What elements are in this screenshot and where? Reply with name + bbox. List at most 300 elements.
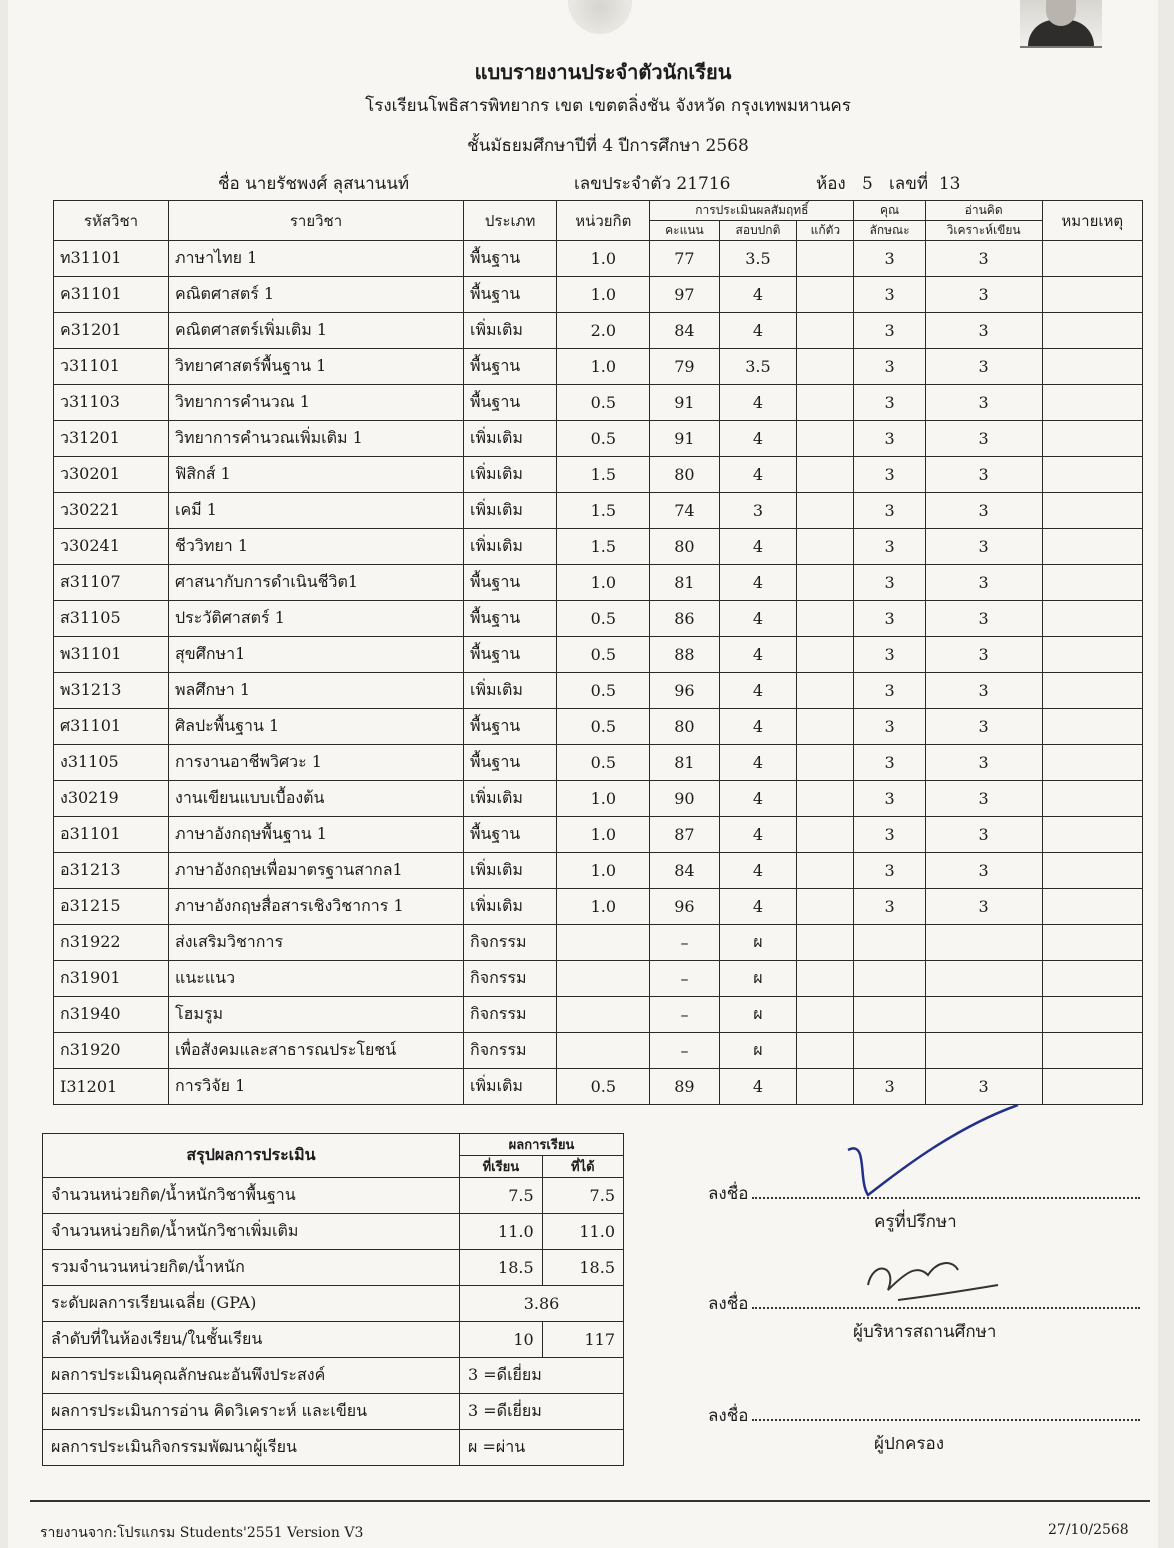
cell-note — [1042, 421, 1142, 457]
cell-trait: 3 — [854, 745, 925, 781]
summary-table — [42, 1133, 624, 1466]
cell-note — [1042, 817, 1142, 853]
table-row — [54, 385, 1143, 421]
cell-trait: 3 — [854, 601, 925, 637]
cell-score: 86 — [650, 601, 719, 637]
cell-code: อ31101 — [54, 817, 169, 853]
gpa-label: ระดับผลการเรียนเฉลี่ย (GPA) — [43, 1286, 460, 1322]
cell-score: 80 — [650, 709, 719, 745]
student-name: นายรัชพงศ์ ลุสนานนท์ — [245, 174, 410, 194]
cell-trait: 3 — [854, 457, 925, 493]
cell-retake — [797, 745, 854, 781]
cell-score: 91 — [650, 421, 719, 457]
cell-name: ศิลปะพื้นฐาน 1 — [169, 709, 464, 745]
cell-retake — [797, 565, 854, 601]
header-name: รายวิชา — [169, 201, 464, 241]
cell-read: 3 — [925, 637, 1042, 673]
cell-code: อ31213 — [54, 853, 169, 889]
cell-note — [1042, 853, 1142, 889]
cell-credit: 1.5 — [557, 493, 650, 529]
cell-trait: 3 — [854, 313, 925, 349]
cell-credit: 1.0 — [557, 565, 650, 601]
cell-trait: 3 — [854, 277, 925, 313]
cell-grade: 4 — [719, 421, 797, 457]
cell-score: 80 — [650, 529, 719, 565]
cell-grade: 4 — [719, 565, 797, 601]
summary-result-header: ผลการเรียน — [460, 1134, 624, 1156]
grades-table — [53, 200, 1143, 1105]
cell-type: พื้นฐาน — [464, 601, 557, 637]
cell-code: ค31201 — [54, 313, 169, 349]
cell-note — [1042, 529, 1142, 565]
summary-title: สรุปผลการประเมิน — [43, 1134, 460, 1178]
cell-retake — [797, 925, 854, 961]
table-row — [54, 853, 1143, 889]
cell-note — [1042, 241, 1142, 277]
cell-retake — [797, 529, 854, 565]
cell-retake — [797, 349, 854, 385]
trait-eval-label: ผลการประเมินคุณลักษณะอันพึงประสงค์ — [43, 1358, 460, 1394]
cell-read: 3 — [925, 457, 1042, 493]
cell-read: 3 — [925, 313, 1042, 349]
cell-type: เพิ่มเติม — [464, 781, 557, 817]
cell-credit: 0.5 — [557, 637, 650, 673]
cell-read: 3 — [925, 709, 1042, 745]
cell-code: พ31213 — [54, 673, 169, 709]
cell-score: 74 — [650, 493, 719, 529]
total-credit-studied: 18.5 — [460, 1250, 543, 1286]
table-row — [54, 673, 1143, 709]
table-row — [54, 493, 1143, 529]
cell-trait — [854, 997, 925, 1033]
cell-read: 3 — [925, 565, 1042, 601]
name-label: ชื่อ — [218, 174, 240, 194]
cell-credit: 0.5 — [557, 601, 650, 637]
cell-grade: 4 — [719, 709, 797, 745]
cell-type: กิจกรรม — [464, 925, 557, 961]
table-row — [54, 925, 1143, 961]
cell-name: เพื่อสังคมและสาธารณประโยชน์ — [169, 1033, 464, 1069]
cell-grade: 4 — [719, 637, 797, 673]
cell-type: กิจกรรม — [464, 961, 557, 997]
cell-code: ศ31101 — [54, 709, 169, 745]
cell-credit — [557, 961, 650, 997]
report-page — [8, 0, 1158, 1548]
cell-read: 3 — [925, 385, 1042, 421]
cell-name: ภาษาอังกฤษสื่อสารเชิงวิชาการ 1 — [169, 889, 464, 925]
cell-code: ว31201 — [54, 421, 169, 457]
cell-name: การวิจัย 1 — [169, 1069, 464, 1105]
advisor-sign-row — [708, 1180, 1140, 1207]
cell-type: พื้นฐาน — [464, 817, 557, 853]
cell-credit: 1.5 — [557, 457, 650, 493]
table-row — [54, 421, 1143, 457]
cell-code: ง30219 — [54, 781, 169, 817]
cell-credit: 1.0 — [557, 889, 650, 925]
cell-grade: 4 — [719, 1069, 797, 1105]
cell-grade: 3.5 — [719, 349, 797, 385]
cell-trait — [854, 925, 925, 961]
cell-read: 3 — [925, 349, 1042, 385]
cell-score: 88 — [650, 637, 719, 673]
header-code: รหัสวิชา — [54, 201, 169, 241]
cell-note — [1042, 961, 1142, 997]
cell-score: 87 — [650, 817, 719, 853]
cell-grade: 4 — [719, 385, 797, 421]
student-room-row — [816, 170, 961, 197]
cell-trait: 3 — [854, 853, 925, 889]
cell-type: พื้นฐาน — [464, 745, 557, 781]
cell-name: คณิตศาสตร์ 1 — [169, 277, 464, 313]
table-row — [54, 889, 1143, 925]
cell-note — [1042, 385, 1142, 421]
cell-code: พ31101 — [54, 637, 169, 673]
cell-note — [1042, 745, 1142, 781]
cell-credit: 0.5 — [557, 709, 650, 745]
cell-retake — [797, 853, 854, 889]
cell-type: พื้นฐาน — [464, 277, 557, 313]
total-credit-label: รวมจำนวนหน่วยกิต/น้ำหนัก — [43, 1250, 460, 1286]
summary-earned-header: ที่ได้ — [542, 1156, 623, 1178]
cell-grade: 4 — [719, 853, 797, 889]
cell-credit: 1.0 — [557, 817, 650, 853]
cell-trait: 3 — [854, 241, 925, 277]
cell-name: ศาสนากับการดำเนินชีวิต1 — [169, 565, 464, 601]
trait-eval-value: 3 =ดีเยี่ยม — [460, 1358, 624, 1394]
cell-retake — [797, 385, 854, 421]
cell-trait — [854, 961, 925, 997]
cell-score: 77 — [650, 241, 719, 277]
cell-name: คณิตศาสตร์เพิ่มเติม 1 — [169, 313, 464, 349]
header-trait-2: ลักษณะ — [854, 221, 925, 241]
cell-name: วิทยาการคำนวณเพิ่มเติม 1 — [169, 421, 464, 457]
cell-retake — [797, 1033, 854, 1069]
table-row — [54, 817, 1143, 853]
cell-grade: 4 — [719, 277, 797, 313]
cell-read: 3 — [925, 889, 1042, 925]
cell-code: ว31103 — [54, 385, 169, 421]
cell-type: พื้นฐาน — [464, 637, 557, 673]
grades-body — [54, 241, 1143, 1105]
number-label: เลขที่ — [888, 174, 929, 194]
header-retake: แก้ตัว — [797, 221, 854, 241]
cell-trait: 3 — [854, 673, 925, 709]
cell-read: 3 — [925, 529, 1042, 565]
cell-credit: 0.5 — [557, 745, 650, 781]
cell-code: ก31901 — [54, 961, 169, 997]
cell-trait: 3 — [854, 817, 925, 853]
cell-score: 81 — [650, 565, 719, 601]
cell-trait: 3 — [854, 529, 925, 565]
cell-code: ส31107 — [54, 565, 169, 601]
cell-note — [1042, 601, 1142, 637]
cell-grade: ผ — [719, 1033, 797, 1069]
cell-grade: 4 — [719, 601, 797, 637]
cell-name: เคมี 1 — [169, 493, 464, 529]
cell-credit — [557, 997, 650, 1033]
extra-credit-label: จำนวนหน่วยกิต/น้ำหนักวิชาเพิ่มเติม — [43, 1214, 460, 1250]
header-trait-1: คุณ — [854, 201, 925, 221]
cell-score: 79 — [650, 349, 719, 385]
cell-credit — [557, 925, 650, 961]
room-value: 5 — [861, 174, 873, 194]
cell-score: 84 — [650, 313, 719, 349]
cell-read — [925, 997, 1042, 1033]
cell-type: พื้นฐาน — [464, 709, 557, 745]
cell-credit: 1.0 — [557, 781, 650, 817]
cell-score: – — [650, 961, 719, 997]
cell-type: เพิ่มเติม — [464, 529, 557, 565]
cell-retake — [797, 637, 854, 673]
cell-grade: 4 — [719, 889, 797, 925]
cell-trait: 3 — [854, 1069, 925, 1105]
table-row — [54, 313, 1143, 349]
parent-sign-row — [708, 1402, 1140, 1429]
cell-type: เพิ่มเติม — [464, 853, 557, 889]
cell-type: เพิ่มเติม — [464, 1069, 557, 1105]
extra-credit-earned: 11.0 — [542, 1214, 623, 1250]
cell-grade: 4 — [719, 529, 797, 565]
cell-note — [1042, 673, 1142, 709]
cell-retake — [797, 493, 854, 529]
rank-label: ลำดับที่ในห้องเรียน/ในชั้นเรียน — [43, 1322, 460, 1358]
header-credit: หน่วยกิต — [557, 201, 650, 241]
cell-name: พลศึกษา 1 — [169, 673, 464, 709]
cell-grade: 3.5 — [719, 241, 797, 277]
cell-name: ภาษาอังกฤษพื้นฐาน 1 — [169, 817, 464, 853]
cell-name: การงานอาชีพวิศวะ 1 — [169, 745, 464, 781]
cell-retake — [797, 601, 854, 637]
cell-code: ว30201 — [54, 457, 169, 493]
student-id-row — [574, 170, 731, 197]
activity-eval-label: ผลการประเมินกิจกรรมพัฒนาผู้เรียน — [43, 1430, 460, 1466]
cell-name: วิทยาการคำนวณ 1 — [169, 385, 464, 421]
cell-read: 3 — [925, 817, 1042, 853]
cell-grade: 4 — [719, 781, 797, 817]
cell-type: พื้นฐาน — [464, 241, 557, 277]
cell-note — [1042, 565, 1142, 601]
basic-credit-label: จำนวนหน่วยกิต/น้ำหนักวิชาพื้นฐาน — [43, 1178, 460, 1214]
cell-name: แนะแนว — [169, 961, 464, 997]
extra-credit-studied: 11.0 — [460, 1214, 543, 1250]
cell-code: ง31105 — [54, 745, 169, 781]
cell-score: 91 — [650, 385, 719, 421]
header-grade: สอบปกติ — [719, 221, 797, 241]
cell-read: 3 — [925, 745, 1042, 781]
cell-code: ก31940 — [54, 997, 169, 1033]
cell-type: กิจกรรม — [464, 997, 557, 1033]
total-credit-earned: 18.5 — [542, 1250, 623, 1286]
cell-read: 3 — [925, 781, 1042, 817]
cell-credit: 1.5 — [557, 529, 650, 565]
table-row — [54, 349, 1143, 385]
cell-retake — [797, 781, 854, 817]
header-note: หมายเหตุ — [1042, 201, 1142, 241]
cell-trait: 3 — [854, 637, 925, 673]
cell-type: กิจกรรม — [464, 1033, 557, 1069]
cell-read: 3 — [925, 277, 1042, 313]
cell-grade: 4 — [719, 673, 797, 709]
advisor-title: ครูที่ปรึกษา — [874, 1212, 957, 1232]
school-line: โรงเรียนโพธิสารพิทยากร เขต เขตตลิ่งชัน จังหวัด กรุงเทพมหานคร — [365, 96, 851, 116]
cell-note — [1042, 313, 1142, 349]
cell-name: สุขศึกษา1 — [169, 637, 464, 673]
cell-note — [1042, 1069, 1142, 1105]
cell-trait: 3 — [854, 889, 925, 925]
cell-note — [1042, 493, 1142, 529]
cell-code: ท31101 — [54, 241, 169, 277]
cell-score: – — [650, 925, 719, 961]
cell-read — [925, 1033, 1042, 1069]
cell-name: ประวัติศาสตร์ 1 — [169, 601, 464, 637]
cell-note — [1042, 277, 1142, 313]
cell-trait: 3 — [854, 781, 925, 817]
cell-note — [1042, 1033, 1142, 1069]
cell-note — [1042, 457, 1142, 493]
cell-score: 80 — [650, 457, 719, 493]
cell-credit: 0.5 — [557, 385, 650, 421]
cell-grade: ผ — [719, 997, 797, 1033]
table-row — [54, 1033, 1143, 1069]
cell-trait: 3 — [854, 709, 925, 745]
footer-date: 27/10/2568 — [1048, 1522, 1129, 1538]
cell-name: ส่งเสริมวิชาการ — [169, 925, 464, 961]
cell-retake — [797, 997, 854, 1033]
table-row — [54, 961, 1143, 997]
table-row — [54, 637, 1143, 673]
cell-code: ว30241 — [54, 529, 169, 565]
cell-name: ฟิสิกส์ 1 — [169, 457, 464, 493]
director-sign-row — [708, 1290, 1140, 1317]
cell-type: เพิ่มเติม — [464, 673, 557, 709]
cell-trait — [854, 1033, 925, 1069]
cell-read: 3 — [925, 241, 1042, 277]
header-assessment: การประเมินผลสัมฤทธิ์ — [650, 201, 854, 221]
cell-grade: 3 — [719, 493, 797, 529]
cell-trait: 3 — [854, 565, 925, 601]
cell-score: – — [650, 997, 719, 1033]
summary-studied-header: ที่เรียน — [460, 1156, 543, 1178]
cell-type: พื้นฐาน — [464, 565, 557, 601]
school-seal-icon — [568, 0, 632, 34]
cell-retake — [797, 313, 854, 349]
report-title: แบบรายงานประจำตัวนักเรียน — [474, 60, 732, 84]
cell-read: 3 — [925, 673, 1042, 709]
table-row — [54, 781, 1143, 817]
cell-grade: 4 — [719, 745, 797, 781]
cell-credit: 2.0 — [557, 313, 650, 349]
cell-read: 3 — [925, 1069, 1042, 1105]
cell-type: พื้นฐาน — [464, 349, 557, 385]
header-read-2: วิเคราะห์เขียน — [925, 221, 1042, 241]
cell-type: เพิ่มเติม — [464, 457, 557, 493]
cell-credit: 0.5 — [557, 673, 650, 709]
cell-name: ชีววิทยา 1 — [169, 529, 464, 565]
cell-grade: ผ — [719, 961, 797, 997]
cell-credit: 1.0 — [557, 853, 650, 889]
id-label: เลขประจำตัว — [574, 174, 671, 194]
cell-type: เพิ่มเติม — [464, 889, 557, 925]
cell-code: ว30221 — [54, 493, 169, 529]
director-title: ผู้บริหารสถานศึกษา — [853, 1322, 997, 1342]
student-photo — [1020, 0, 1102, 48]
cell-grade: 4 — [719, 313, 797, 349]
cell-score: 96 — [650, 673, 719, 709]
cell-score: 84 — [650, 853, 719, 889]
activity-eval-value: ผ =ผ่าน — [460, 1430, 624, 1466]
student-id: 21716 — [676, 174, 731, 194]
number-value: 13 — [938, 174, 961, 194]
cell-read: 3 — [925, 853, 1042, 889]
cell-retake — [797, 709, 854, 745]
table-row — [54, 241, 1143, 277]
cell-name: ภาษาอังกฤษเพื่อมาตรฐานสากล1 — [169, 853, 464, 889]
room-label: ห้อง — [816, 174, 846, 194]
cell-type: เพิ่มเติม — [464, 313, 557, 349]
cell-retake — [797, 457, 854, 493]
gpa-value: 3.86 — [460, 1286, 624, 1322]
cell-name: โฮมรูม — [169, 997, 464, 1033]
cell-credit: 0.5 — [557, 1069, 650, 1105]
cell-trait: 3 — [854, 421, 925, 457]
cell-note — [1042, 889, 1142, 925]
cell-credit: 1.0 — [557, 277, 650, 313]
student-name-row — [218, 170, 409, 197]
cell-trait: 3 — [854, 493, 925, 529]
cell-retake — [797, 241, 854, 277]
cell-score: – — [650, 1033, 719, 1069]
cell-retake — [797, 277, 854, 313]
cell-retake — [797, 961, 854, 997]
cell-type: เพิ่มเติม — [464, 421, 557, 457]
cell-note — [1042, 637, 1142, 673]
cell-grade: 4 — [719, 817, 797, 853]
cell-note — [1042, 997, 1142, 1033]
cell-score: 90 — [650, 781, 719, 817]
level-line: ชั้นมัธยมศึกษาปีที่ 4 ปีการศึกษา 2568 — [467, 136, 749, 156]
cell-grade: ผ — [719, 925, 797, 961]
cell-retake — [797, 817, 854, 853]
footer-source: รายงานจาก:โปรแกรม Students'2551 Version V3 — [40, 1525, 364, 1541]
cell-name: งานเขียนแบบเบื้องต้น — [169, 781, 464, 817]
table-row — [54, 709, 1143, 745]
table-row — [54, 997, 1143, 1033]
cell-score: 89 — [650, 1069, 719, 1105]
cell-read — [925, 961, 1042, 997]
read-eval-value: 3 =ดีเยี่ยม — [460, 1394, 624, 1430]
table-row — [54, 565, 1143, 601]
cell-retake — [797, 673, 854, 709]
cell-code: ก31922 — [54, 925, 169, 961]
footer-divider — [30, 1500, 1150, 1502]
cell-name: วิทยาศาสตร์พื้นฐาน 1 — [169, 349, 464, 385]
parent-title: ผู้ปกครอง — [874, 1434, 945, 1454]
cell-retake — [797, 421, 854, 457]
cell-code: ก31920 — [54, 1033, 169, 1069]
cell-note — [1042, 709, 1142, 745]
cell-read: 3 — [925, 421, 1042, 457]
header-read-1: อ่านคิด — [925, 201, 1042, 221]
basic-credit-studied: 7.5 — [460, 1178, 543, 1214]
table-row — [54, 277, 1143, 313]
rank-room: 10 — [460, 1322, 543, 1358]
cell-type: เพิ่มเติม — [464, 493, 557, 529]
cell-read: 3 — [925, 493, 1042, 529]
read-eval-label: ผลการประเมินการอ่าน คิดวิเคราะห์ และเขียน — [43, 1394, 460, 1430]
cell-credit — [557, 1033, 650, 1069]
cell-score: 97 — [650, 277, 719, 313]
table-row — [54, 529, 1143, 565]
